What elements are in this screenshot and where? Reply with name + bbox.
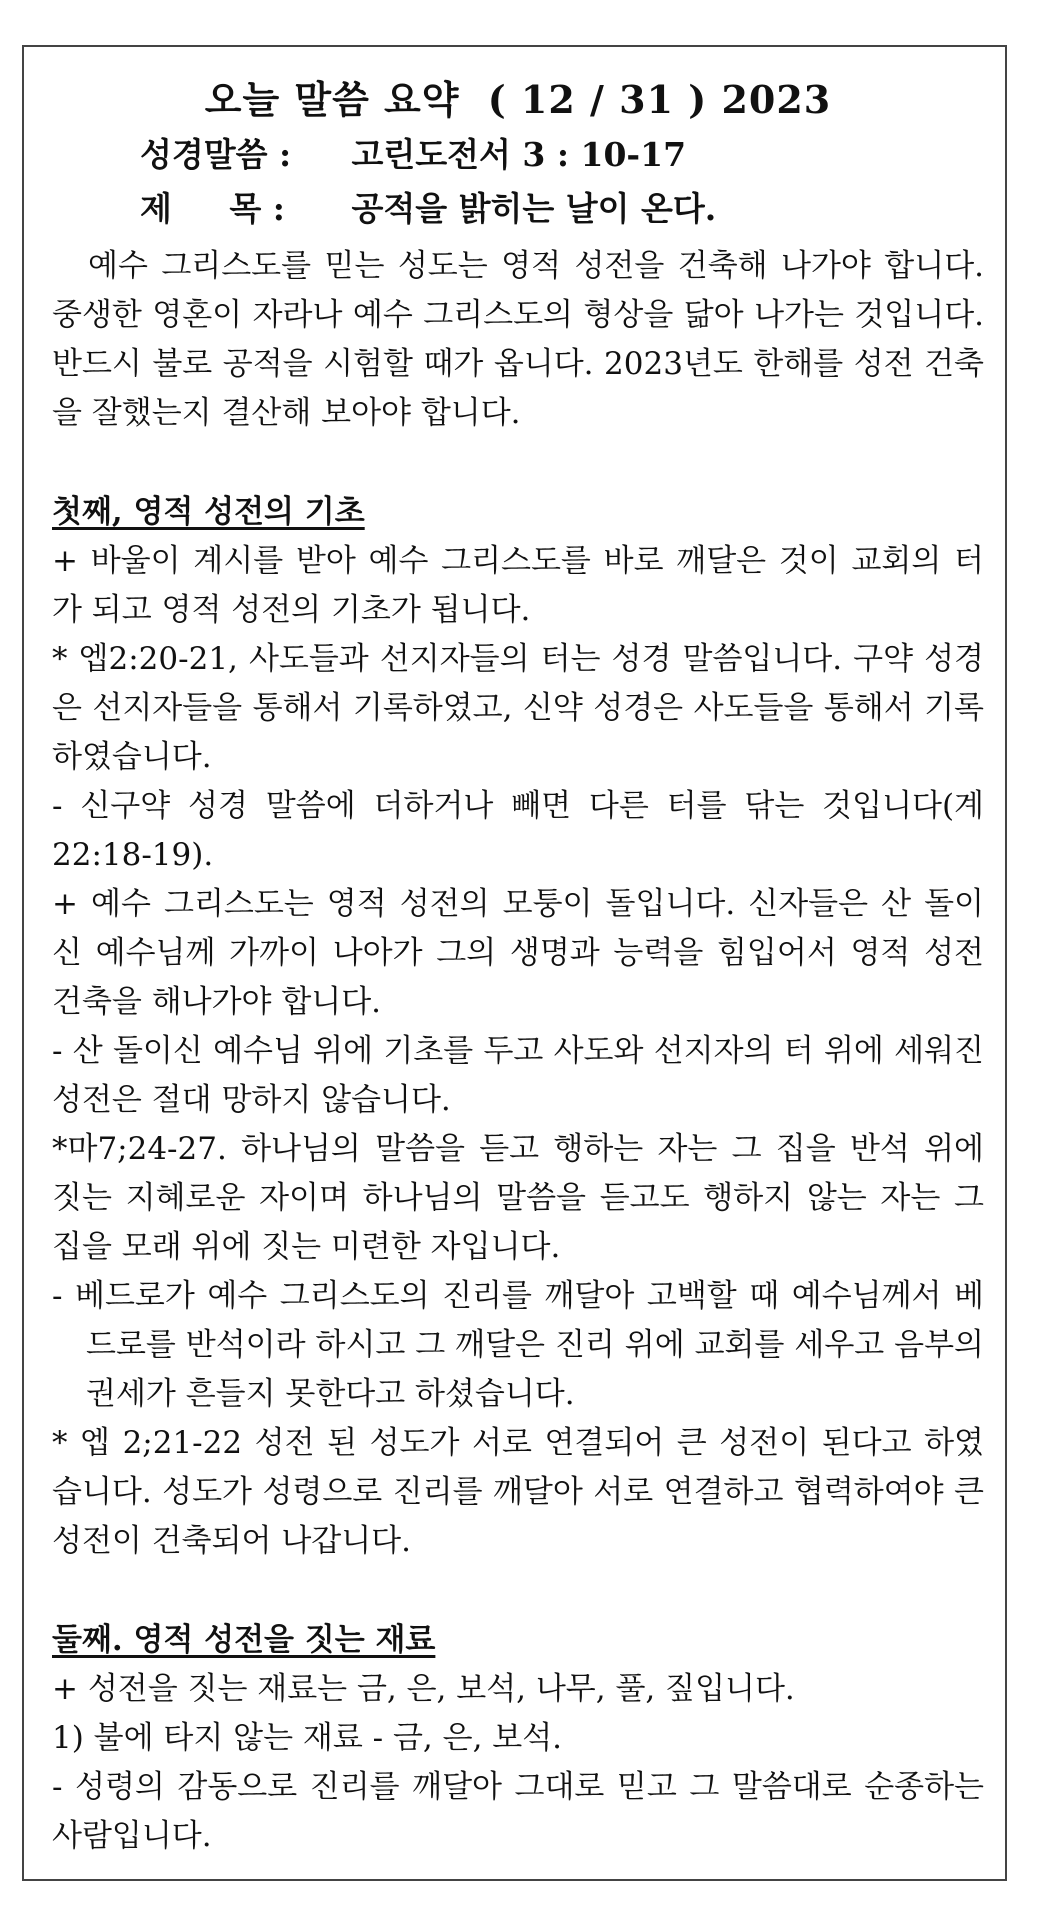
list-item: + 바울이 계시를 받아 예수 그리스도를 바로 깨달은 것이 교회의 터가 되고 영적 성전의 기초가 됩니다. bbox=[52, 543, 984, 628]
scripture-row bbox=[140, 128, 984, 182]
list-item: - 베드로가 예수 그리스도의 진리를 깨달아 고백할 때 예수님께서 베드로를 반석이라 하시고 그 깨달은 진리 위에 교회를 세우고 음부의 권세가 흔들지 못한다고 하셨습니다. bbox=[52, 1278, 984, 1412]
list-item: + 예수 그리스도는 영적 성전의 모퉁이 돌입니다. 신자들은 산 돌이신 예수님께 가까이 나아가 그의 생명과 능력을 힘입어서 영적 성전 건축을 해나가야 합니다. bbox=[52, 886, 984, 1020]
subject-row bbox=[140, 182, 984, 236]
list-item: 1) 불에 타지 않는 재료 - 금, 은, 보석. bbox=[52, 1720, 563, 1756]
document-content bbox=[52, 72, 984, 1861]
title-date: ( 12 / 31 ) 2023 bbox=[487, 77, 832, 122]
subject-value: 공적을 밝히는 날이 온다. bbox=[351, 189, 717, 228]
section-2 bbox=[52, 1616, 984, 1861]
list-item: - 신구약 성경 말씀에 더하거나 빼면 다른 터를 닦는 것입니다(계 22:18-19). bbox=[52, 788, 984, 873]
scripture-label: 성경말씀 : bbox=[140, 135, 292, 174]
subject-label: 제 목 : bbox=[140, 189, 285, 228]
list-item: - 성령의 감동으로 진리를 깨달아 그대로 믿고 그 말씀대로 순종하는 사람입니다. bbox=[52, 1769, 984, 1854]
intro-paragraph: 예수 그리스도를 믿는 성도는 영적 성전을 건축해 나가야 합니다. 중생한 영혼이 자라나 예수 그리스도의 형상을 닮아 나가는 것입니다. 반드시 불로 공적을 시험할 때가 옵니다. 2023년도 한해를 성전 건축을 잘했는지 결산해 보아야 합니다. bbox=[52, 248, 984, 431]
scripture-value: 고린도전서 3 : 10-17 bbox=[351, 135, 687, 174]
section-heading: 둘째. 영적 성전을 짓는 재료 bbox=[52, 1622, 436, 1658]
title-text: 오늘 말씀 요약 bbox=[204, 77, 460, 122]
list-item: * 엡 2;21-22 성전 된 성도가 서로 연결되어 큰 성전이 된다고 하였습니다. 성도가 성령으로 진리를 깨달아 서로 연결하고 협력하여야 큰 성전이 건축되어 나갑니다. bbox=[52, 1425, 984, 1559]
list-item: - 산 돌이신 예수님 위에 기초를 두고 사도와 선지자의 터 위에 세워진 성전은 절대 망하지 않습니다. bbox=[52, 1033, 984, 1118]
section-1 bbox=[52, 488, 984, 1566]
list-item: *마7;24-27. 하나님의 말씀을 듣고 행하는 자는 그 집을 반석 위에 짓는 지혜로운 자이며 하나님의 말씀을 듣고도 행하지 않는 자는 그 집을 모래 위에 짓는 미련한 자입니다. bbox=[52, 1131, 984, 1265]
list-item: * 엡2:20-21, 사도들과 선지자들의 터는 성경 말씀입니다. 구약 성경은 선지자들을 통해서 기록하였고, 신약 성경은 사도들을 통해서 기록하였습니다. bbox=[52, 641, 984, 775]
page-title bbox=[52, 72, 984, 128]
list-item: + 성전을 짓는 재료는 금, 은, 보석, 나무, 풀, 짚입니다. bbox=[52, 1671, 795, 1707]
section-heading: 첫째, 영적 성전의 기초 bbox=[52, 494, 365, 530]
